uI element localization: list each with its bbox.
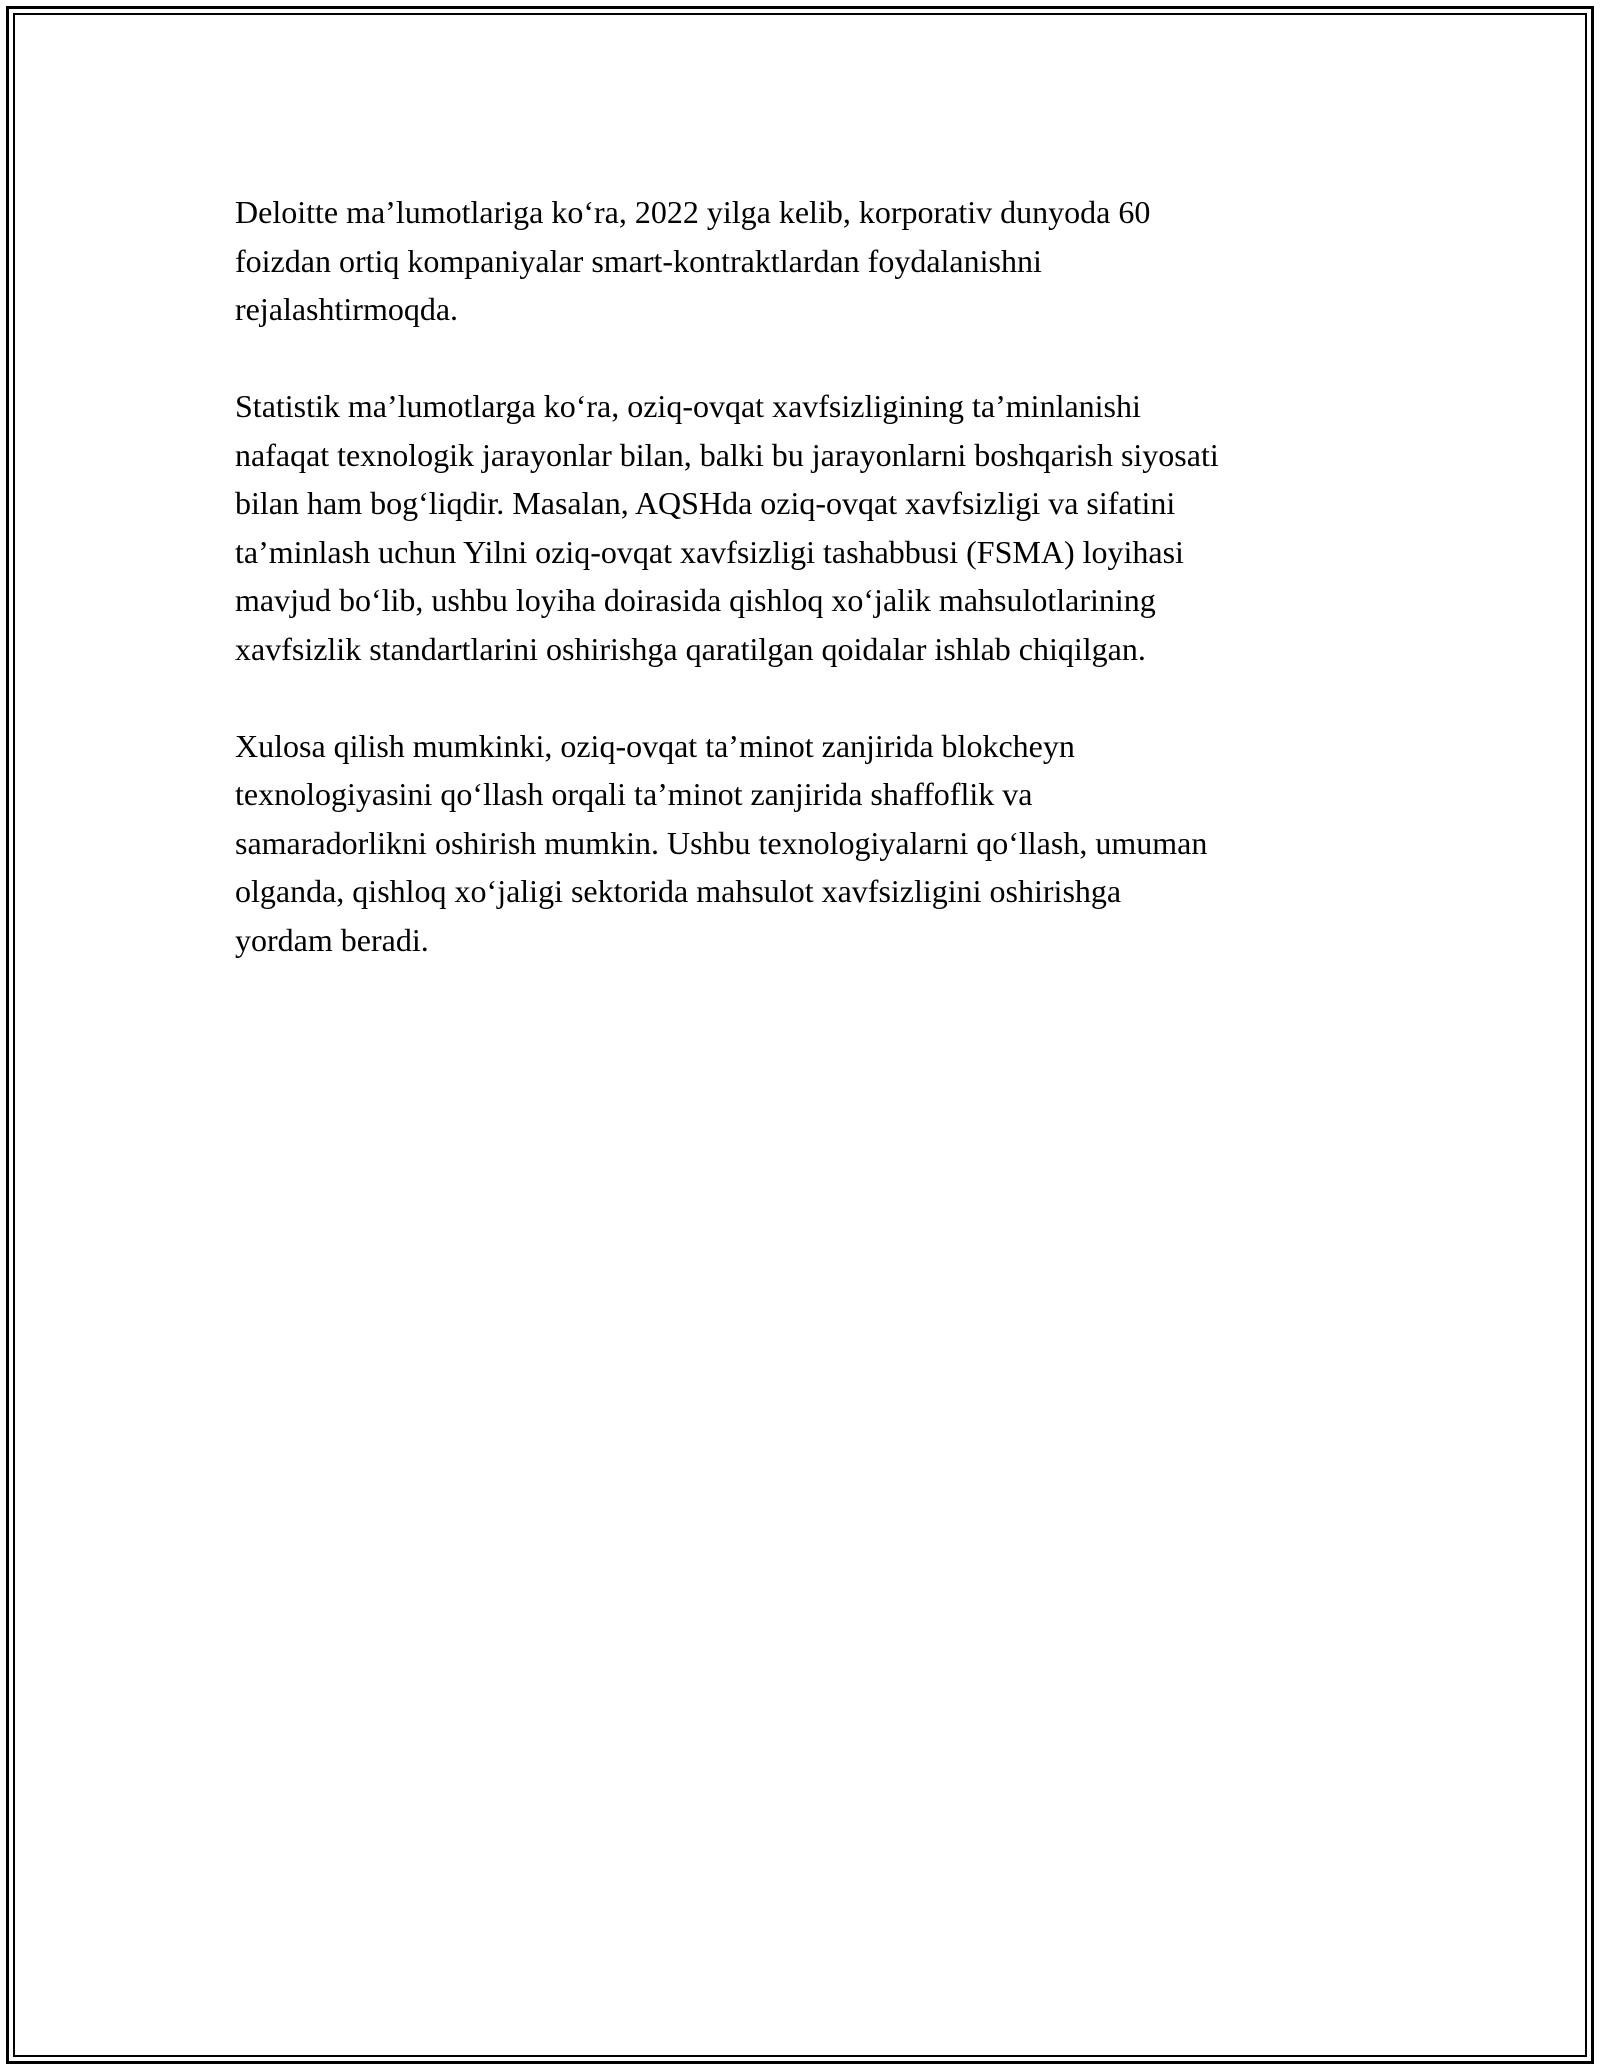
paragraph-conclusion-blockchain: Xulosa qilish mumkinki, oziq-ovqat ta’minot zanjirida blokcheyn texnologiyasini qo‘llash orqali ta’minot zanjirida shaffoflik va samaradorlikni oshirish mumkin. Ushbu texnologiyalarni qo‘llash, umuman olganda, qishloq xo‘jaligi sektorida mahsulot xavfsizligini oshirishga yordam beradi. [235, 727, 1208, 958]
paragraph-food-safety-statistics: Statistik ma’lumotlarga ko‘ra, oziq-ovqat xavfsizligining ta’minlanishi nafaqat texnologik jarayonlar bilan, balki bu jarayonlarni boshqarish siyosati bilan ham bog‘liqdir. Masalan, AQSHda oziq-ovqat xavfsizligi va sifatini ta’minlash uchun Yilni oziq-ovqat xavfsizligi tashabbusi (FSMA) loyihasi mavjud bo‘lib, ushbu loyiha doirasida qishloq xo‘jalik mahsulotlarining xavfsizlik standartlarini oshirishga qaratilgan qoidalar ishlab chiqilgan. [235, 388, 1219, 667]
paragraph-deloitte-smart-contracts: Deloitte ma’lumotlariga ko‘ra, 2022 yilga kelib, korporativ dunyoda 60 foizdan ortiq kompaniyalar smart-kontraktlardan foydalanishni rejalashtirmoqda. [235, 194, 1151, 327]
document-body [235, 188, 1385, 1013]
